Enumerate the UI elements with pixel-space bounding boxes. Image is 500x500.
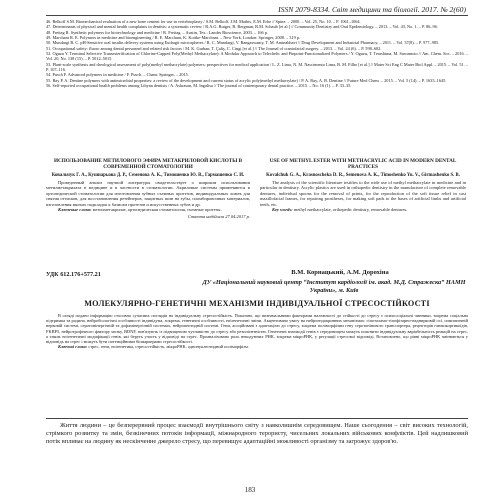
abstract-keywords-label: Ключові слова: — [58, 344, 88, 350]
reference-item: 51. Occupational safety: fluoro among dental personnel and related risk factors / M. K. Gurban, T. Çaliş, C. Cingi [et al.] // The Journal of craniofacial surgery. – 2013. – Vol. 24 (6). – P. 598–602. — [46, 45, 382, 51]
abstract-divider — [46, 418, 468, 419]
english-summary-keywords — [260, 207, 466, 213]
reference-item: 46. Belkoff S.M. Biomechanical evaluation of a new bone cement for use in vertebroplasty / S.M. Belkoff, J.M. Mathis, E.M. Erbe // Spine. – 2000. – Vol. 25, No. 10. – P. 1061–1064. — [46, 19, 361, 24]
reference-item: 49. Marchant R. E. Polymers in medicine and bioengineering / R. E. Marchant, K. Kottke-Marchant. – New York, London: Springer, 2008. – 319 p. — [46, 35, 301, 41]
article-affiliation: ДУ «Національний науковий центр “Інститут кардіології ім. акад. М.Д. Стражеска” НАМН України», м. Київ — [202, 279, 466, 294]
reference-item: 56. Self-reported occupational health problems among Libyan dentists / A. Ashrasan, M. Ingalisa // The journal of contemporary dental practice. – 2015. – No. 16 (1). – P. 33–35. — [46, 83, 352, 89]
english-keywords-label: Key words: — [272, 207, 293, 213]
reference-item: 52. Oguzu Y. Terminal Selective Transesterification of Chlorine-Capped Poly(Methyl Methacrylate): A Modular Approach to Telechelic and Pinpoint-Functionalized Polymers / Y. Oguzu, T. Terashima, M. Sawamoto // Am. Chem. Soc. – 2016. – Vol. 20, No. 138 (15). – P. 5012–5015. — [46, 51, 468, 62]
russian-keywords-text: метилметакрилат, ортопедическая стоматология, съемные протезы. — [92, 207, 222, 213]
abstract-keywords-text: стрес, гени, епігенетика, стресостійкість, мікроРНК, однонуклеотидний поліморфізм. — [88, 344, 249, 350]
reference-item: 55. Ray P. A. Dentine polymers with antimicrobial properties: a review of the development and current status of acrylic poly(methyl methacrylate) / P. A. Ray, A. B. Dentine // Future Med Chem. – 2015. – Vol. 5 (14). – P. 1635–1645. — [46, 77, 447, 83]
english-summary-body: The analysis of the scientific literature testifies to the wide use of methyl methacrylate in medicine and in particular in dentistry. Acrylic plastics are used in orthopedic dentistry in the manufacture of complete removable dentures, individual spoons for the removal of prints, for the reproduction of the soft tissue relief in cast maxillofacial frames, for repairing prostheses, for making soft pads to the bases of artificial limbs and artificial teeth, etc. — [260, 179, 466, 207]
header-divider — [46, 15, 468, 16]
russian-summary — [46, 158, 250, 219]
russian-summary-body: Проведенный анализ научной литературы свидетельствует о широком использовании метилметакрилата в медицине и в частности в стоматологии. Акриловые системы применяются в ортопедической стоматологии для изготовления зубных съемных протезов, индивидуальных ложек для снятия оттисков, для восстановления ретейнеров, защитных шин на зубы, пломбировочных материалов, изготовления мягких подкладок к базисам протезов и искусственных зубов и др. — [46, 179, 250, 207]
reference-item: 47. Determinants of physical and mental health complaints in dentists: a systematic review / R.A.G. Rutger, R. Bergman, B.M. Schaub [et al.] // Community Dentistry and Oral Epidemiology. – 2013. – Vol. 43, No. 1. – P. 86–96. — [46, 24, 438, 30]
reference-item: 53. Plant-scale synthesis and rheological assessment of poly(methyl methacrylate) polymers: perspectives for medical application / L. Z. Lima, N. M. Nascimento Lima, B. M. Filho [et al.] // Mater Sci Eng C Mater Biol Appl. – 2015. – Vol. 51. – P. 107–116. — [46, 61, 468, 73]
reference-item: 54. Pusch F. Advanced polymers in medicine / F. Pusch. – Cham: Springer, – 2015. — [46, 72, 189, 78]
page-number: 183 — [244, 486, 256, 494]
article-title: МОЛЕКУЛЯРНО-ГЕНЕТИЧНІ МЕХАНІЗМИ ІНДИВІДУАЛЬНОЇ СТРЕСОСТІЙКОСТІ — [84, 299, 430, 308]
article-abstract — [46, 313, 468, 349]
russian-summary-keywords — [46, 207, 250, 213]
russian-summary-authors: Ковальчук Г. А., Кушнарьова Д. Р., Семенова А. К., Тимошенко Ю. В., Гармашенко С. И. — [51, 172, 245, 178]
reference-list — [46, 19, 468, 88]
udc-code: УДК 612.176+577.21 — [46, 271, 101, 278]
journal-issn-header: ISSN 2079-8334. Світ медицини та біології. 2017. № 2(60) — [278, 5, 466, 14]
abstract-keywords — [46, 344, 468, 349]
reference-item: 50. Mundargi R. C. pH-Sensitive oral insulin delivery systems using Eudragit microspheres / R. C. Mundargi, V. Rangaswamy, T. M. Aminabhavi // Drug Development and Industrial Pharmacy. – 2011. – Vol. 37(8). – P. 977–985. — [46, 40, 440, 46]
english-summary — [260, 158, 466, 213]
english-summary-title: USE OF METHYL ESTER WITH METHACRYLIC ACID IN MODERN DENTAL PRACTICES — [269, 158, 457, 171]
russian-keywords-label: Ключевые слова: — [58, 207, 92, 213]
body-paragraph: Життя людини – це безперервний процес взаємодії внутрішнього світу з навколишнім середовищем. Наше сьогодення – світ високих технологій, стрімкого розвитку та змін, безкінечних потоків інформації, міжнародного терористу, чисельних локальних військових конфліктів. Цей надлишковий потік впливає на людину як нескінченне джерело стресу, що перевищує адаптаційні можливості організму та загрожує здоров'ю. — [46, 422, 468, 445]
reference-item: 48. Freitag R. Synthetic polymers for biotechnology and medicine / R. Freitag. – Austin, Tex.: Landes Bioscience, 2003. – 166 p. — [46, 29, 268, 35]
english-keywords-text: methyl methacrylate, orthopedic dentistry, removable dentures. — [293, 207, 408, 213]
article-body — [46, 422, 468, 446]
article-authors: В.М. Корнацький, А.М. Дорохіна — [291, 269, 389, 276]
english-summary-authors: Kovalchuk G. A., Krasnoscheka D. R., Semenova A. K., Timoshenko Yu. V., Girmashenko S. B. — [266, 172, 460, 178]
received-date: Стаття надійшла 27.04.2017 р. — [187, 213, 250, 219]
russian-summary-title: ИСПОЛЬЗОВАНИЕ МЕТИЛОВОГО ЭФИРА МЕТАКРИЛОВОЙ КИСЛОТЫ В СОВРЕМЕННОЙ СТОМАТОЛОГИИ — [53, 158, 243, 171]
abstract-text: В огляді подано інформацію стосовно сучасних поглядів на індивідуальну стресостійкість. Показано, що визначальними факторами належності до стійкості до стресу є психосоціальні чинники, зокрема соціальна підтримка та родина, нейробіологічні особливості індивідума, зокрема, генетичні особливості, епігенетичні зміни. Акцентовано увагу на нейроендокринних механізмах: гіпоталамо-гіпофізарно-наднирковій осі, симпатичній нервовій системі, серотонінергічній та дофамінергічній системах, нейропептидній системі. Гени, асоційовані з адаптацією до стресу, зокрема поліморфізми гену серотонінового транспортера, рецепторів глюкокортикоїдів, FKBP5, нейротрофічного фактору мозку, BDNF, пов'язують із підвищеною чутливістю до стресу або резилієнтністю. Генетичні взаємодії генів з середовищем можуть пояснити індивідуальну варіабельність реакцій на стрес, а також епігенетичні модифікації генів, які беруть участь у відповіді на стрес. Проаналізовано роль некодуючих РНК, зокрема мікроРНК, у регуляції стресової відповіді. Встановлено, що рівні мікроРНК змінюються у відповідь на стрес і можуть бути потенційними біомаркерами стресостійкості. — [46, 313, 468, 345]
